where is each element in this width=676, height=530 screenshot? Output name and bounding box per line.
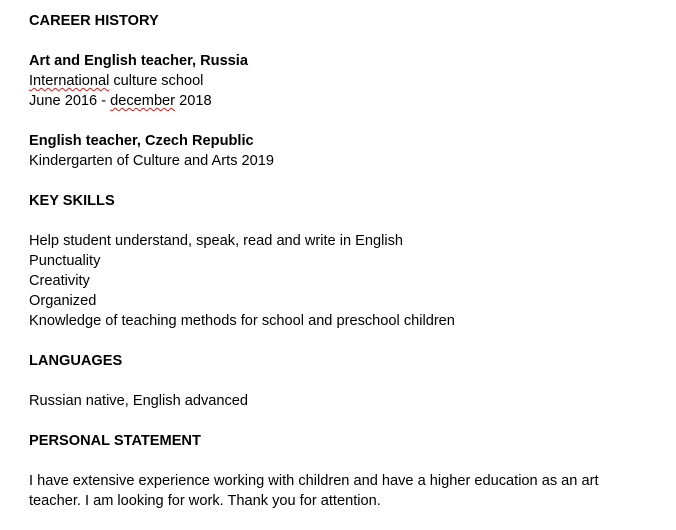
spacer — [29, 211, 649, 231]
job-organization: Kindergarten of Culture and Arts 2019 — [29, 153, 275, 169]
job-organization-rest: culture school — [109, 73, 204, 89]
languages-heading: LANGUAGES — [29, 353, 123, 369]
spacer — [29, 411, 649, 431]
job-title: Art and English teacher, Russia — [29, 53, 248, 69]
spacer — [29, 451, 649, 471]
spellcheck-word: december — [110, 93, 176, 109]
job-organization — [29, 71, 649, 91]
spacer — [29, 111, 649, 131]
resume-document — [29, 11, 649, 511]
job-dates-start: June 2016 - — [29, 93, 111, 109]
skill-item: Help student understand, speak, read and write in English — [29, 233, 403, 249]
job-title: English teacher, Czech Republic — [29, 133, 254, 149]
spacer — [29, 171, 649, 191]
spacer — [29, 371, 649, 391]
job-dates — [29, 91, 649, 111]
spellcheck-word: International — [29, 73, 110, 89]
skill-item: Knowledge of teaching methods for school and preschool children — [29, 313, 455, 329]
spacer — [29, 31, 649, 51]
skill-item: Punctuality — [29, 253, 101, 269]
spacer — [29, 331, 649, 351]
career-history-heading: CAREER HISTORY — [29, 13, 159, 29]
personal-statement-line: I have extensive experience working with children and have a higher education as an art — [29, 473, 599, 489]
key-skills-heading: KEY SKILLS — [29, 193, 115, 209]
languages-text: Russian native, English advanced — [29, 393, 249, 409]
skill-item: Organized — [29, 293, 97, 309]
personal-statement-line: teacher. I am looking for work. Thank you for attention. — [29, 493, 381, 509]
job-dates-end: 2018 — [175, 93, 212, 109]
skill-item: Creativity — [29, 273, 90, 289]
personal-statement-heading: PERSONAL STATEMENT — [29, 433, 201, 449]
